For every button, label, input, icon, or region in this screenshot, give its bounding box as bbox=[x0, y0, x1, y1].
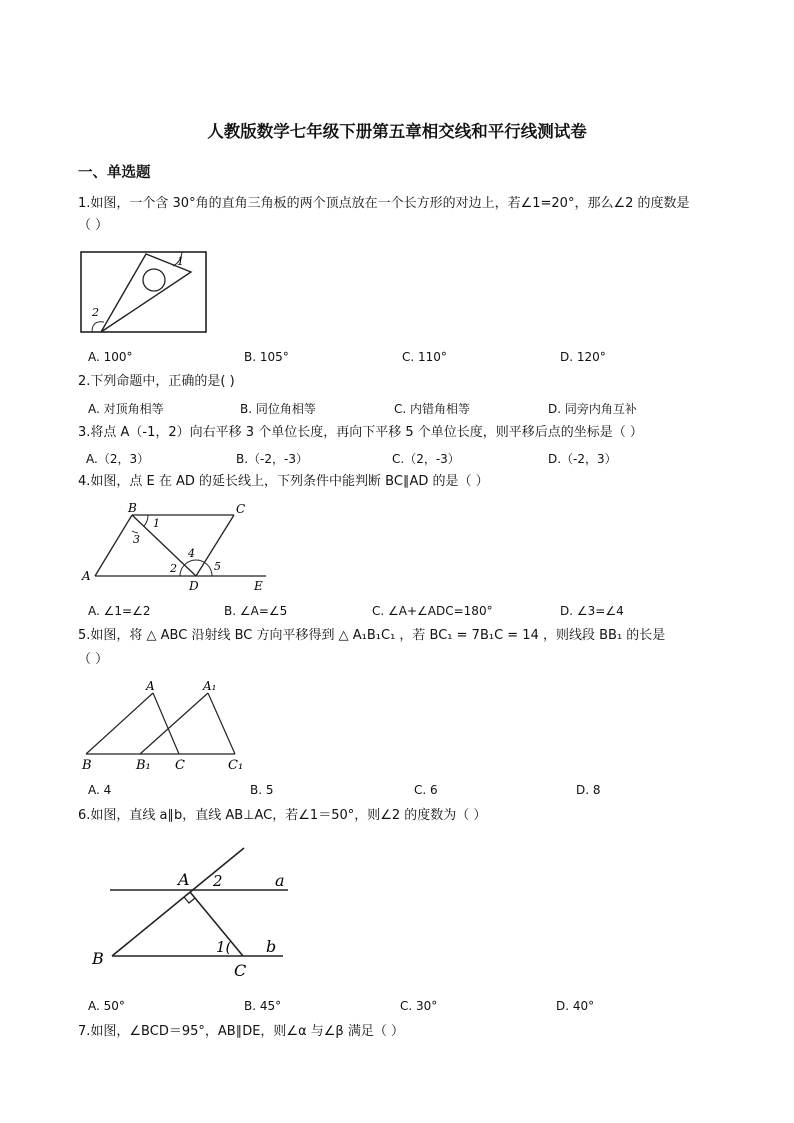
q3-option-c: C.（2，-3） bbox=[392, 452, 460, 466]
q1-option-b: B. 105° bbox=[244, 350, 289, 364]
q3-option-a: A.（2，3） bbox=[86, 452, 150, 466]
question-6-figure bbox=[78, 838, 300, 986]
q6-option-d: D. 40° bbox=[556, 999, 595, 1013]
q4-option-d: D. ∠3=∠4 bbox=[560, 604, 624, 618]
q1-label-2: 2 bbox=[92, 306, 99, 319]
q2-option-b: B. 同位角相等 bbox=[240, 402, 316, 416]
q5-option-b: B. 5 bbox=[250, 783, 274, 797]
q6-label-b: b bbox=[266, 937, 277, 956]
question-1-figure bbox=[78, 248, 210, 336]
q1-option-c: C. 110° bbox=[402, 350, 447, 364]
q4-label-D: D bbox=[189, 579, 199, 593]
q6-label-B: B bbox=[92, 949, 104, 968]
q5-label-A1: A₁ bbox=[203, 679, 217, 693]
q5-option-c: C. 6 bbox=[414, 783, 438, 797]
question-3-stem: 3.将点 A（-1，2）向右平移 3 个单位长度，再向下平移 5 个单位长度，则平移后点的坐标是（ ） bbox=[78, 425, 643, 440]
q1-label-1: 1 bbox=[177, 255, 184, 268]
q6-label-A: A bbox=[178, 870, 190, 889]
q6-option-b: B. 45° bbox=[244, 999, 282, 1013]
q4-angle-2: 2 bbox=[170, 562, 177, 575]
q4-angle-1: 1 bbox=[153, 517, 160, 530]
q4-option-b: B. ∠A=∠5 bbox=[224, 604, 288, 618]
question-7-stem: 7.如图，∠BCD＝95°，AB∥DE，则∠α 与∠β 满足（ ） bbox=[78, 1024, 404, 1039]
document-title: 人教版数学七年级下册第五章相交线和平行线测试卷 bbox=[207, 122, 587, 141]
q5-option-d: D. 8 bbox=[576, 783, 601, 797]
q4-angle-3: 3 bbox=[133, 533, 140, 546]
q2-option-c: C. 内错角相等 bbox=[394, 402, 471, 416]
q4-label-C: C bbox=[236, 502, 246, 516]
question-5-stem: 5.如图，将 △ ABC 沿射线 BC 方向平移得到 △ A₁B₁C₁ ，若 BC₁ = 7B₁C = 14 ，则线段 BB₁ 的长是 bbox=[78, 628, 666, 643]
q4-angle-4: 4 bbox=[188, 547, 195, 560]
question-4-stem: 4.如图，点 E 在 AD 的延长线上，下列条件中能判断 BC∥AD 的是（ ） bbox=[78, 474, 489, 489]
q2-option-a: A. 对顶角相等 bbox=[88, 402, 164, 416]
q6-label-a: a bbox=[275, 871, 285, 890]
q5-label-C: C bbox=[175, 758, 185, 773]
q5-label-C1: C₁ bbox=[228, 758, 244, 773]
q6-angle-1: 1( bbox=[216, 938, 232, 956]
question-1-stem: 1.如图，一个含 30°角的直角三角板的两个顶点放在一个长方形的对边上，若∠1=20°，那么∠2 的度数是 bbox=[78, 196, 690, 211]
question-5-figure bbox=[78, 676, 250, 776]
q2-option-d: D. 同旁内角互补 bbox=[548, 402, 637, 416]
q4-option-c: C. ∠A+∠ADC=180° bbox=[372, 604, 493, 618]
q5-label-A: A bbox=[146, 679, 155, 693]
q4-label-A: A bbox=[82, 569, 91, 583]
q5-label-B: B bbox=[82, 758, 92, 773]
section-heading: 一、单选题 bbox=[78, 165, 151, 181]
question-4-figure bbox=[78, 498, 278, 594]
q4-angle-5: 5 bbox=[214, 560, 221, 573]
question-5-stem-paren: （ ） bbox=[78, 652, 109, 667]
q5-label-B1: B₁ bbox=[136, 758, 151, 773]
q3-option-b: B.（-2，-3） bbox=[236, 452, 308, 466]
question-1-stem-paren: （ ） bbox=[78, 218, 109, 233]
q6-option-a: A. 50° bbox=[88, 999, 125, 1013]
q1-option-a: A. 100° bbox=[88, 350, 133, 364]
q6-option-c: C. 30° bbox=[400, 999, 438, 1013]
q4-option-a: A. ∠1=∠2 bbox=[88, 604, 151, 618]
q6-angle-2: 2 bbox=[213, 872, 223, 890]
q4-label-E: E bbox=[254, 579, 263, 593]
q6-label-C: C bbox=[234, 961, 247, 980]
q1-option-d: D. 120° bbox=[560, 350, 606, 364]
q3-option-d: D.（-2，3） bbox=[548, 452, 617, 466]
q4-label-B: B bbox=[128, 501, 137, 515]
question-2-stem: 2.下列命题中，正确的是( ) bbox=[78, 374, 235, 389]
q5-option-a: A. 4 bbox=[88, 783, 112, 797]
question-6-stem: 6.如图，直线 a∥b，直线 AB⊥AC，若∠1＝50°，则∠2 的度数为（ ） bbox=[78, 808, 487, 823]
